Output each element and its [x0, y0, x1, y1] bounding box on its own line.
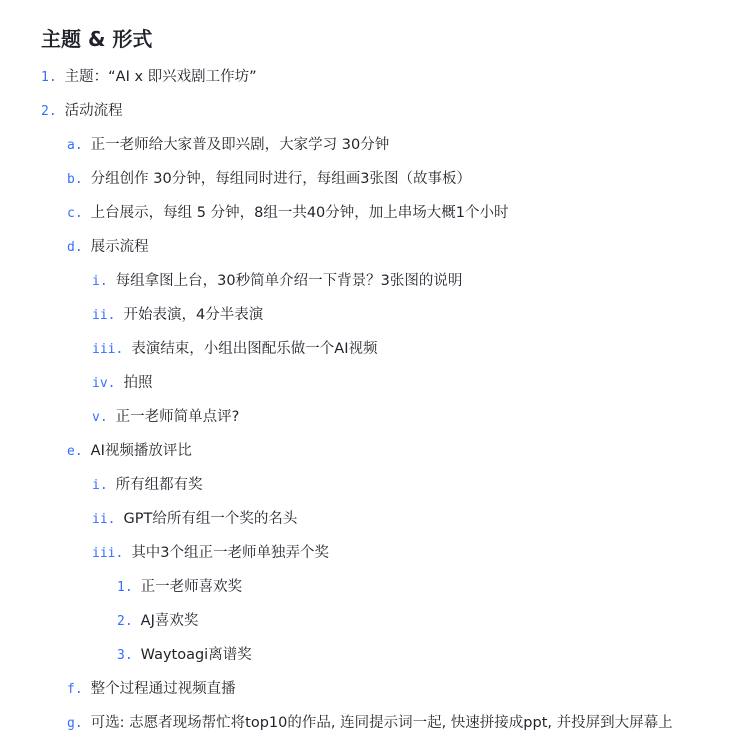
- list-marker: i.: [92, 274, 108, 289]
- list-item: [92, 304, 263, 326]
- list-item: [67, 712, 673, 734]
- list-item: [92, 270, 462, 292]
- list-item: [41, 100, 123, 122]
- list-marker: iii.: [92, 546, 124, 561]
- list-item: [92, 542, 329, 564]
- list-item: [67, 440, 192, 462]
- list-item-text: 上台展示，每组 5 分钟，8组一共40分钟，加上串场大概1个小时: [90, 205, 509, 221]
- list-item-text: 开始表演，4分半表演: [123, 307, 264, 323]
- list-item-text: 所有组都有奖: [115, 477, 203, 493]
- list-item-text: 正一老师给大家普及即兴剧，大家学习 30分钟: [90, 137, 390, 153]
- list-item-text: 正一老师喜欢奖: [140, 579, 243, 595]
- list-marker: 3.: [117, 648, 133, 663]
- list-item-text: Waytoagi离谱奖: [140, 647, 252, 663]
- list-item-text: 表演结束，小组出图配乐做一个AI视频: [131, 341, 378, 357]
- list-item: [67, 168, 471, 190]
- list-item-text: AJ喜欢奖: [140, 613, 199, 629]
- list-item: [67, 202, 509, 224]
- list-marker: b.: [67, 172, 83, 187]
- list-marker: e.: [67, 444, 83, 459]
- list-marker: f.: [67, 682, 83, 697]
- list-item-text: 分组创作 30分钟，每组同时进行，每组画3张图（故事板）: [90, 171, 471, 187]
- list-item-text: 拍照: [123, 375, 153, 391]
- list-marker: i.: [92, 478, 108, 493]
- list-item: [117, 644, 252, 666]
- section-heading: 主题 & 形式: [41, 27, 153, 51]
- list-item-text: 活动流程: [64, 103, 123, 119]
- list-item-text: 主题：“AI x 即兴戏剧工作坊”: [64, 69, 257, 85]
- list-marker: 1.: [41, 70, 57, 85]
- list-item-text: 可选: 志愿者现场帮忙将top10的作品, 连同提示词一起, 快速拼接成ppt, 并投屏到大屏幕上: [90, 715, 673, 731]
- list-item: [117, 610, 198, 632]
- list-item: [41, 66, 257, 88]
- list-marker: ii.: [92, 308, 116, 323]
- list-item-text: 每组拿图上台，30秒简单介绍一下背景？3张图的说明: [115, 273, 463, 289]
- list-item-text: 其中3个组正一老师单独弄个奖: [131, 545, 330, 561]
- list-marker: c.: [67, 206, 83, 221]
- list-item: [92, 372, 152, 394]
- list-item: [67, 236, 149, 258]
- list-marker: a.: [67, 138, 83, 153]
- list-marker: 2.: [117, 614, 133, 629]
- list-item-text: 展示流程: [90, 239, 149, 255]
- list-item: [67, 678, 236, 700]
- list-item-text: 整个过程通过视频直播: [90, 681, 236, 697]
- list-marker: iv.: [92, 376, 116, 391]
- list-marker: v.: [92, 410, 108, 425]
- list-item: [92, 508, 297, 530]
- list-item-text: AI视频播放评比: [90, 443, 192, 459]
- list-marker: iii.: [92, 342, 124, 357]
- list-item: [92, 474, 203, 496]
- list-marker: g.: [67, 716, 83, 731]
- list-item: [92, 338, 378, 360]
- list-item: [67, 134, 389, 156]
- list-item-text: 正一老师简单点评?: [115, 409, 240, 425]
- list-marker: 1.: [117, 580, 133, 595]
- list-item: [92, 406, 239, 428]
- list-item: [117, 576, 242, 598]
- list-marker: d.: [67, 240, 83, 255]
- list-item-text: GPT给所有组一个奖的名头: [123, 511, 298, 527]
- list-marker: 2.: [41, 104, 57, 119]
- list-marker: ii.: [92, 512, 116, 527]
